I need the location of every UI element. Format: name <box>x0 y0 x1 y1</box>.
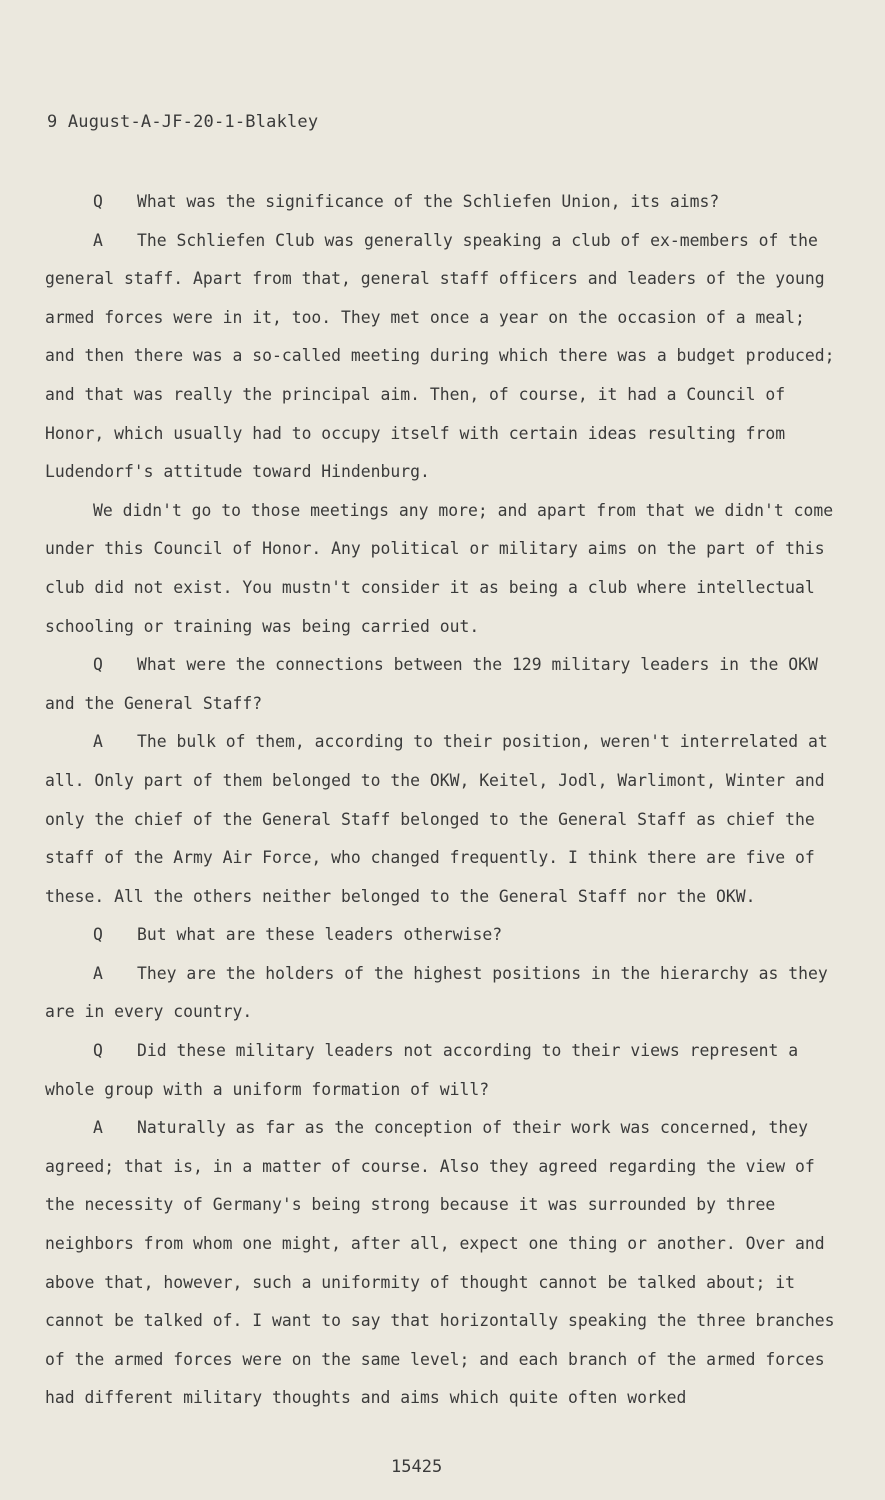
transcript-paragraph <box>45 1032 835 1109</box>
paragraph-text: What were the connections between the 129 military leaders in the OKW and the General Staff? <box>45 655 818 713</box>
paragraph-text: But what are these leaders otherwise? <box>137 925 503 945</box>
speaker-label: Q <box>93 192 103 211</box>
paragraph-text: Did these military leaders not according to their views represent a whole group with a uniform formation of will? <box>45 1041 799 1099</box>
transcript-paragraph <box>45 222 835 492</box>
transcript-paragraph <box>45 183 835 222</box>
transcript-paragraph <box>45 492 835 646</box>
speaker-label: A <box>93 1118 103 1138</box>
transcript-paragraph <box>45 955 835 1032</box>
speaker-label: A <box>93 230 103 250</box>
speaker-label: A <box>93 732 103 752</box>
paragraph-text: The Schliefen Club was generally speaking a club of ex-members of the general staff. Apart from that, general staff officers and leaders of the young armed forces were in it, too. They met once a year on the occasion of a meal; and then there was a so-called meeting during which there was a budget produced; and that was really the principal aim. Then, of course, it had a Council of Honor, which usually had to occupy itself with certain ideas resulting from Ludendorf's attitude toward Hindenburg. <box>45 230 835 482</box>
speaker-label: A <box>93 963 103 983</box>
page-number: 15425 <box>391 1457 443 1477</box>
speaker-label: Q <box>93 1041 103 1061</box>
speaker-label: Q <box>93 925 103 945</box>
transcript-paragraph <box>45 646 835 723</box>
document-header: 9 August-A-JF-20-1-Blakley <box>47 112 319 132</box>
transcript-paragraph <box>45 916 835 955</box>
paragraph-text: Naturally as far as the conception of their work was concerned, they agreed; that is, in a matter of course. Also they agreed regarding the view of the necessity of Germany's being strong because it was surrounded by three neighbors from whom one might, after all, expect one thing or another. Over and above that, however, such a uniformity of thought cannot be talked about; it cannot be talked of. I want to say that horizontally speaking the three branches of the armed forces were on the same level; and each branch of the armed forces had different military thoughts and aims which quite often worked <box>45 1118 835 1408</box>
paragraph-text: The bulk of them, according to their position, weren't interrelated at all. Only part of them belonged to the OKW, Keitel, Jodl, Warlimont, Winter and only the chief of the General Staff belonged to the General Staff as chief the staff of the Army Air Force, who changed frequently. I think there are five of these. All the others neither belonged to the General Staff nor the OKW. <box>45 732 828 906</box>
transcript-body <box>45 183 835 1418</box>
transcript-paragraph <box>45 723 835 916</box>
paragraph-text: What was the significance of the Schliefen Union, its aims? <box>137 192 720 211</box>
paragraph-text: We didn't go to those meetings any more; and apart from that we didn't come under this Council of Honor. Any political or military aims on the part of this club did not exist. You mustn't consider it as being a club where intellectual schooling or training was being carried out. <box>45 500 834 636</box>
paragraph-text: They are the holders of the highest positions in the hierarchy as they are in every country. <box>45 963 828 1022</box>
transcript-paragraph <box>45 1109 835 1418</box>
speaker-label: Q <box>93 655 103 675</box>
